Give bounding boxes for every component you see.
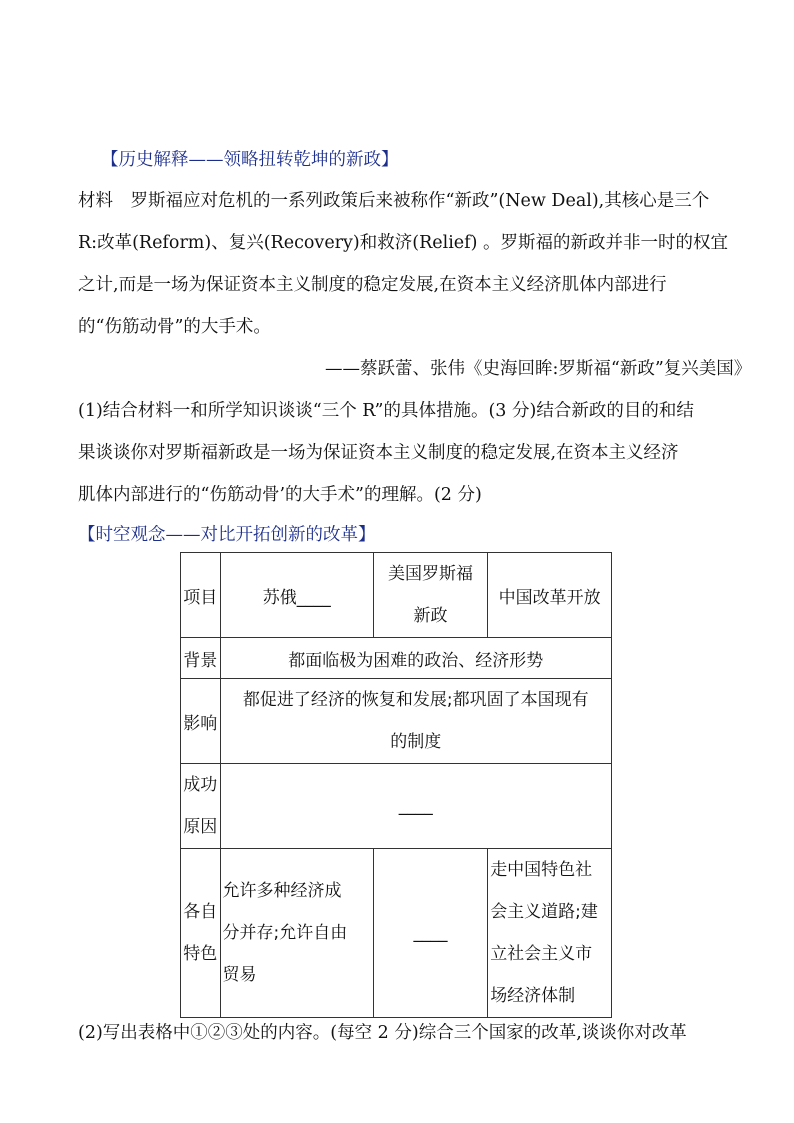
features-us: ____ bbox=[373, 849, 487, 1018]
material-line-2: R:改革(Reform)、复兴(Recovery)和救济(Relief) 。罗斯福的新政并非一时的权宜 bbox=[78, 233, 729, 253]
header-china: 中国改革开放 bbox=[488, 553, 612, 638]
table-row-success bbox=[181, 764, 612, 849]
material-line-1: 材料 罗斯福应对危机的一系列政策后来被称作“新政”(New Deal),其核心是三个 bbox=[78, 191, 710, 211]
question2: (2)写出表格中①②③处的内容。(每空 2 分)综合三个国家的改革,谈谈你对改革 bbox=[78, 1023, 687, 1043]
background-label: 背景 bbox=[181, 638, 221, 679]
question1-line-3: 肌体内部进行的“伤筋动骨’的大手术”的理解。(2 分) bbox=[78, 485, 482, 505]
features-china: 走中国特色社 会主义道路;建 立社会主义市 场经济体制 bbox=[488, 849, 612, 1018]
success-value: ____ bbox=[220, 764, 611, 849]
header-item: 项目 bbox=[181, 553, 221, 638]
success-label: 成功 原因 bbox=[181, 764, 221, 849]
background-value: 都面临极为困难的政治、经济形势 bbox=[220, 638, 611, 679]
table-row-features bbox=[181, 849, 612, 1018]
section2-heading: 【时空观念——对比开拓创新的改革】 bbox=[78, 525, 376, 545]
features-soviet: 允许多种经济成 分并存;允许自由 贸易 bbox=[220, 849, 373, 1018]
section1-heading: 【历史解释——领略扭转乾坤的新政】 bbox=[101, 150, 399, 170]
table-row-background bbox=[181, 638, 612, 679]
material-line-4: 的“伤筋动骨”的大手术。 bbox=[78, 317, 271, 337]
comparison-table bbox=[180, 552, 612, 1018]
header-us: 美国罗斯福 新政 bbox=[373, 553, 487, 638]
material-line-3: 之计,而是一场为保证资本主义制度的稳定发展,在资本主义经济肌体内部进行 bbox=[78, 275, 667, 295]
header-soviet: 苏俄____ bbox=[220, 553, 373, 638]
material-source: ——蔡跃蕾、张伟《史海回眸:罗斯福“新政”复兴美国》 bbox=[325, 359, 752, 379]
question1-line-2: 果谈谈你对罗斯福新政是一场为保证资本主义制度的稳定发展,在资本主义经济 bbox=[78, 443, 679, 463]
question1-line-1: (1)结合材料一和所学知识谈谈“三个 R”的具体措施。(3 分)结合新政的目的和结 bbox=[78, 401, 694, 421]
features-label: 各自 特色 bbox=[181, 849, 221, 1018]
table-row-impact bbox=[181, 679, 612, 764]
impact-value: 都促进了经济的恢复和发展;都巩固了本国现有 的制度 bbox=[220, 679, 611, 764]
table-row-header bbox=[181, 553, 612, 638]
impact-label: 影响 bbox=[181, 679, 221, 764]
